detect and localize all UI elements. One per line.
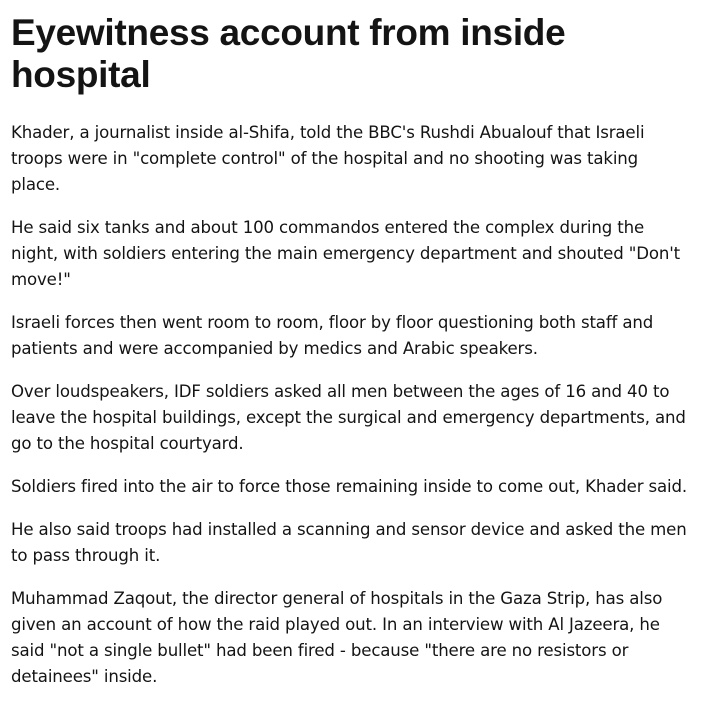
- article-paragraph: Israeli forces then went room to room, floor by floor questioning both staff and patients and were accompanied by medics and Arabic speakers.: [11, 313, 654, 358]
- article-paragraph: Soldiers fired into the air to force those remaining inside to come out, Khader said.: [11, 477, 687, 496]
- article: [11, 0, 691, 690]
- article-paragraph: Khader, a journalist inside al-Shifa, told the BBC's Rushdi Abualouf that Israeli troops were in "complete control" of the hospital and no shooting was taking place.: [11, 123, 645, 194]
- article-paragraph: He also said troops had installed a scanning and sensor device and asked the men to pass through it.: [11, 520, 687, 565]
- article-paragraph: Over loudspeakers, IDF soldiers asked all men between the ages of 16 and 40 to leave the hospital buildings, except the surgical and emergency departments, and go to the hospital courtyard.: [11, 382, 686, 453]
- article-headline: Eyewitness account from inside hospital: [11, 12, 566, 95]
- article-paragraph: Muhammad Zaqout, the director general of hospitals in the Gaza Strip, has also given an account of how the raid played out. In an interview with Al Jazeera, he said "not a single bullet" had been fired - because "there are no resistors or detainees" inside.: [11, 589, 663, 686]
- article-paragraph: He said six tanks and about 100 commandos entered the complex during the night, with soldiers entering the main emergency department and shouted "Don't move!": [11, 218, 680, 289]
- article-body: [11, 120, 691, 690]
